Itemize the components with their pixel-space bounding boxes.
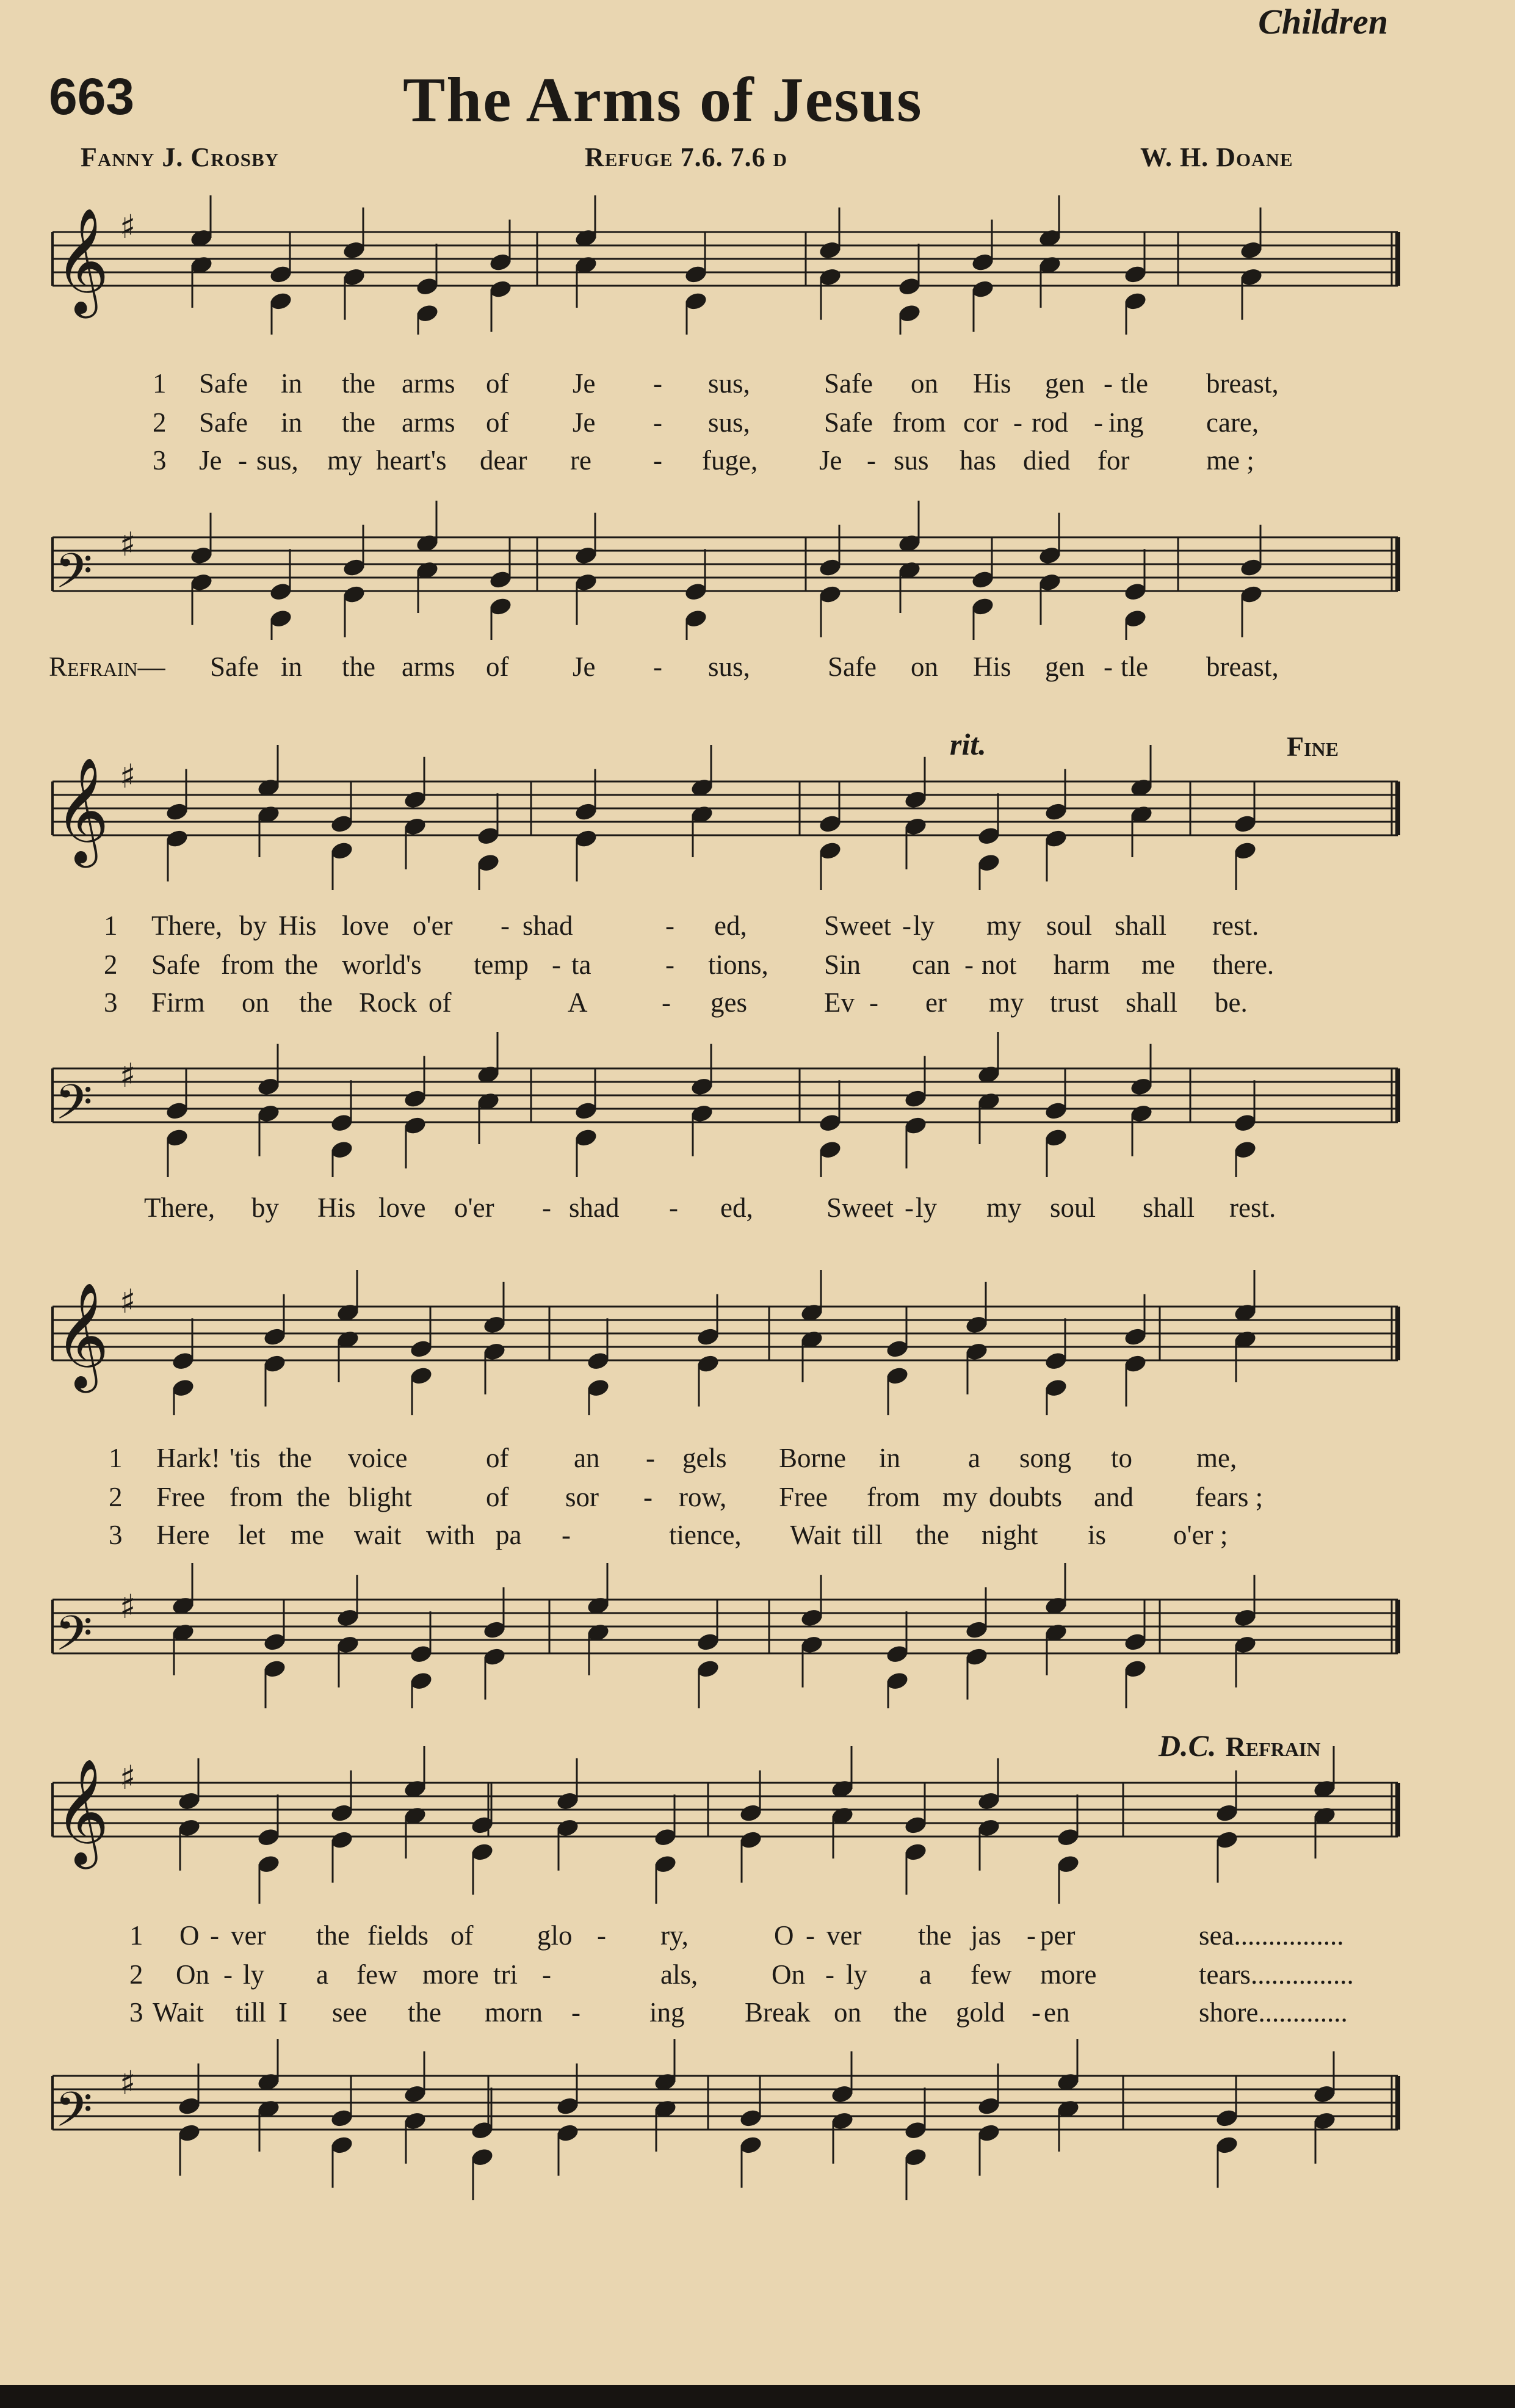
fine-mark: Fine bbox=[1287, 731, 1339, 762]
svg-text:𝄢: 𝄢 bbox=[55, 1074, 93, 1142]
svg-text:♯: ♯ bbox=[120, 1282, 136, 1321]
svg-text:𝄢: 𝄢 bbox=[55, 1605, 93, 1674]
svg-text:♯: ♯ bbox=[120, 1758, 136, 1797]
hymn-number: 663 bbox=[49, 68, 135, 125]
author-credit: Fanny J. Crosby bbox=[81, 142, 280, 172]
ritardando-mark: rit. bbox=[950, 727, 986, 761]
refrain-label: Refrain— bbox=[49, 651, 165, 682]
bass-staff-system-2 bbox=[0, 1032, 1515, 1178]
bass-staff-system-4 bbox=[0, 2039, 1515, 2210]
svg-text:♯: ♯ bbox=[120, 1056, 136, 1095]
svg-text:♯: ♯ bbox=[120, 208, 136, 246]
svg-text:♯: ♯ bbox=[120, 1587, 136, 1626]
tune-name: Refuge 7.6. 7.6 d bbox=[585, 142, 787, 172]
bass-staff-system-3 bbox=[0, 1563, 1515, 1710]
treble-staff-system-4 bbox=[0, 1746, 1515, 1905]
svg-text:𝄞: 𝄞 bbox=[55, 1282, 109, 1388]
svg-text:𝄢: 𝄢 bbox=[55, 543, 93, 611]
hymn-title: The Arms of Jesus bbox=[403, 65, 923, 135]
svg-text:𝄢: 𝄢 bbox=[55, 2081, 93, 2150]
composer-credit: W. H. Doane bbox=[1140, 142, 1293, 172]
treble-staff-system-3 bbox=[0, 1270, 1515, 1416]
section-heading: Children bbox=[1258, 2, 1388, 42]
scan-bottom-edge bbox=[0, 2385, 1515, 2408]
svg-text:♯: ♯ bbox=[120, 757, 136, 796]
svg-text:♯: ♯ bbox=[120, 2064, 136, 2102]
svg-text:𝄞: 𝄞 bbox=[55, 1758, 109, 1865]
svg-text:𝄞: 𝄞 bbox=[55, 757, 109, 863]
treble-staff-system-2 bbox=[0, 745, 1515, 891]
bass-staff-system-1 bbox=[0, 501, 1515, 641]
dc-refrain-mark: D.C. Refrain bbox=[1159, 1728, 1321, 1763]
treble-staff-system-1 bbox=[0, 195, 1515, 336]
svg-text:♯: ♯ bbox=[120, 525, 136, 564]
svg-text:𝄞: 𝄞 bbox=[55, 208, 109, 314]
hymnal-page: Children 663 The Arms of Jesus Fanny J. Crosby Refuge 7.6. 7.6 d W. H. Doane 𝄞 ♯ 1 Safe in the arms of Je - sus, Safe on His gen - tle breast, 2 Safe in the arms of Je - sus, Safe from cor - rod - ing care, 3 Je - sus, my heart's dear re - fuge, Je - sus has died for me ; 𝄢 ♯ Refrain— Safe in the arms of Je - sus, Safe on His gen - tle breast, rit. Fine 𝄞 ♯ 1 There, by His love o'er - shad - ed, Sweet - ly my soul shall rest. 2 Safe from the world's temp - ta - tions, Sin can - not harm me there. 3 Firm on the Rock of A - ges Ev - er my trust shall be. 𝄢 ♯ There, by His love o'er - shad - ed, Sweet - ly my soul shall rest. 𝄞 ♯ 1 Hark! 'tis the voice of an - gels Borne in a song to me, 2 Free from the blight of sor - row, Free from my doubts and fears ; 3 Here let me wait with pa - tience, Wait till the night is o'er ; 𝄢 ♯ D.C. Refrain 𝄞 ♯ 1 O - ver the fields of glo - ry, O - ver the jas - per sea................ 2 On - ly a few more tri - als, On - ly a few more tears............... 3 Wait till I see the morn - ing Break on the gold - en shore............. 𝄢 ♯ bbox=[0, 0, 1515, 2408]
